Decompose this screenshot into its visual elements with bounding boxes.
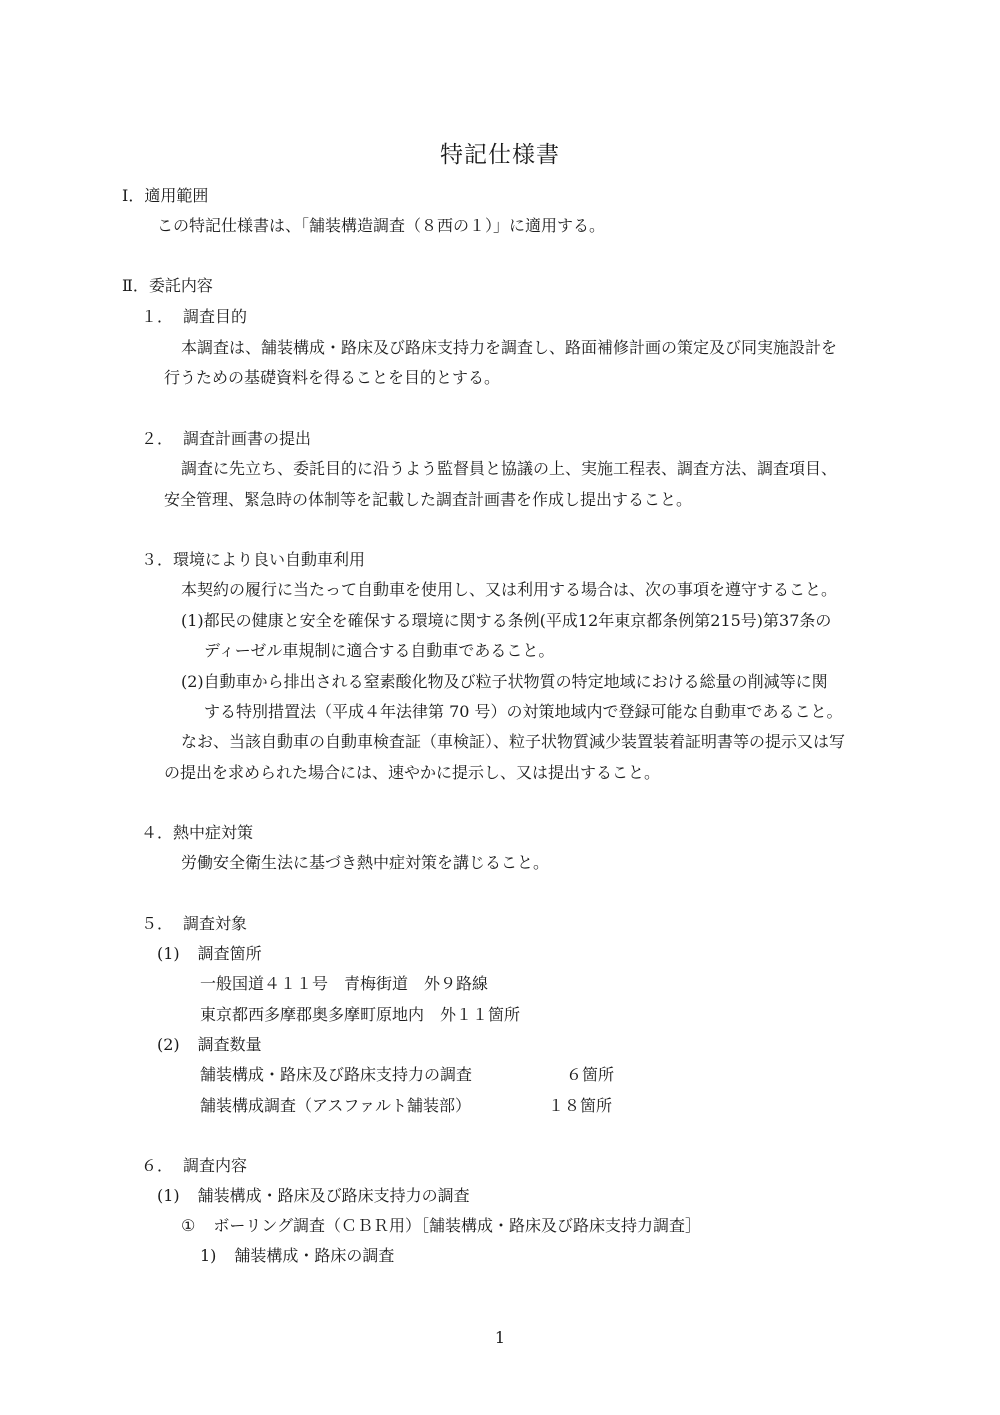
section-1-body: この特記仕様書は、「舗装構造調査（８西の１）」に適用する。 <box>157 216 606 235</box>
item-6-paren-1-number: 1) <box>200 1246 217 1265</box>
survey-location-line-2: 東京都西多摩郡奥多摩町原地内 外１１箇所 <box>200 1005 521 1024</box>
item-1-heading <box>141 307 247 327</box>
item-6-paren-1-heading <box>200 1246 394 1266</box>
item-6-sub-1-heading <box>157 1186 470 1206</box>
item-5-sub-2-heading <box>157 1035 262 1055</box>
item-6-sub-1-title: 舗装構成・路床及び路床支持力の調査 <box>197 1186 470 1205</box>
survey-location-line-1: 一般国道４１１号 青梅街道 外９路線 <box>200 974 489 993</box>
item-6-paren-1-title: 舗装構成・路床の調査 <box>234 1246 395 1265</box>
item-6-heading <box>141 1156 247 1176</box>
item-4-paragraph: 労働安全衛生法に基づき熱中症対策を講じること。 <box>181 853 550 872</box>
item-2-paragraph-line-2: 安全管理、緊急時の体制等を記載した調査計画書を作成し提出すること。 <box>164 490 693 509</box>
item-3-paragraph-2-line-1: なお、当該自動車の自動車検査証（車検証）、粒子状物質減少装置装着証明書等の提示又は写 <box>181 732 846 751</box>
item-5-sub-2-title: 調査数量 <box>197 1035 262 1054</box>
item-1-paragraph-line-2: 行うための基礎資料を得ることを目的とする。 <box>164 368 501 387</box>
document-title: 特記仕様書 <box>440 142 560 168</box>
item-3-heading: ３．環境により良い自動車利用 <box>141 550 366 569</box>
item-1-number: １． <box>141 307 174 326</box>
section-heading-2: Ⅱ．委託内容 <box>122 276 213 295</box>
item-6-title: 調査内容 <box>183 1156 248 1175</box>
item-5-number: ５． <box>141 914 174 933</box>
quantity-row-2-value: １８箇所 <box>548 1096 613 1115</box>
item-2-paragraph-line-1: 調査に先立ち、委託目的に沿うよう監督員と協議の上、実施工程表、調査方法、調査項目、 <box>181 459 838 478</box>
item-3-paragraph-2-line-2: の提出を求められた場合には、速やかに提示し、又は提出すること。 <box>164 763 661 782</box>
item-3-subitem-1-line-1: (1)都民の健康と安全を確保する環境に関する条例(平成12年東京都条例第215号)第37条の <box>181 611 832 630</box>
item-5-sub-1-number: (1) <box>157 944 180 963</box>
quantity-row-2-label: 舗装構成調査（アスファルト舗装部） <box>200 1096 472 1115</box>
item-6-circled-1-heading <box>181 1216 701 1236</box>
quantity-row-1-label: 舗装構成・路床及び路床支持力の調査 <box>200 1065 473 1084</box>
item-6-circled-1-title: ボーリング調査（ＣＢＲ用）［舗装構成・路床及び路床支持力調査］ <box>213 1216 702 1235</box>
item-3-subitem-1-line-2: ディーゼル車規制に適合する自動車であること。 <box>204 641 555 660</box>
item-2-title: 調査計画書の提出 <box>183 429 312 448</box>
item-3-subitem-2-line-1: (2)自動車から排出される窒素酸化物及び粒子状物質の特定地域における総量の削減等に関 <box>181 672 828 691</box>
page-number: 1 <box>494 1328 506 1347</box>
item-5-sub-2-number: (2) <box>157 1035 180 1054</box>
item-1-title: 調査目的 <box>183 307 248 326</box>
item-2-number: ２． <box>141 429 174 448</box>
item-6-circled-1-number: ① <box>181 1216 196 1235</box>
item-5-sub-1-heading <box>157 944 262 964</box>
item-6-sub-1-number: (1) <box>157 1186 180 1205</box>
item-5-sub-1-title: 調査箇所 <box>197 944 262 963</box>
item-1-paragraph-line-1: 本調査は、舗装構成・路床及び路床支持力を調査し、路面補修計画の策定及び同実施設計を <box>181 338 838 357</box>
item-3-subitem-2-line-2: する特別措置法（平成４年法律第 70 号）の対策地域内で登録可能な自動車であること。 <box>204 702 843 721</box>
item-2-heading <box>141 429 311 449</box>
item-3-paragraph-1: 本契約の履行に当たって自動車を使用し、又は利用する場合は、次の事項を遵守すること。 <box>181 580 838 599</box>
item-5-title: 調査対象 <box>183 914 248 933</box>
section-heading-1: Ⅰ．適用範囲 <box>122 186 209 205</box>
item-5-heading <box>141 914 247 934</box>
item-6-number: ６． <box>141 1156 174 1175</box>
quantity-row-1-value: ６箇所 <box>566 1065 615 1084</box>
item-4-heading: ４．熱中症対策 <box>141 823 254 842</box>
